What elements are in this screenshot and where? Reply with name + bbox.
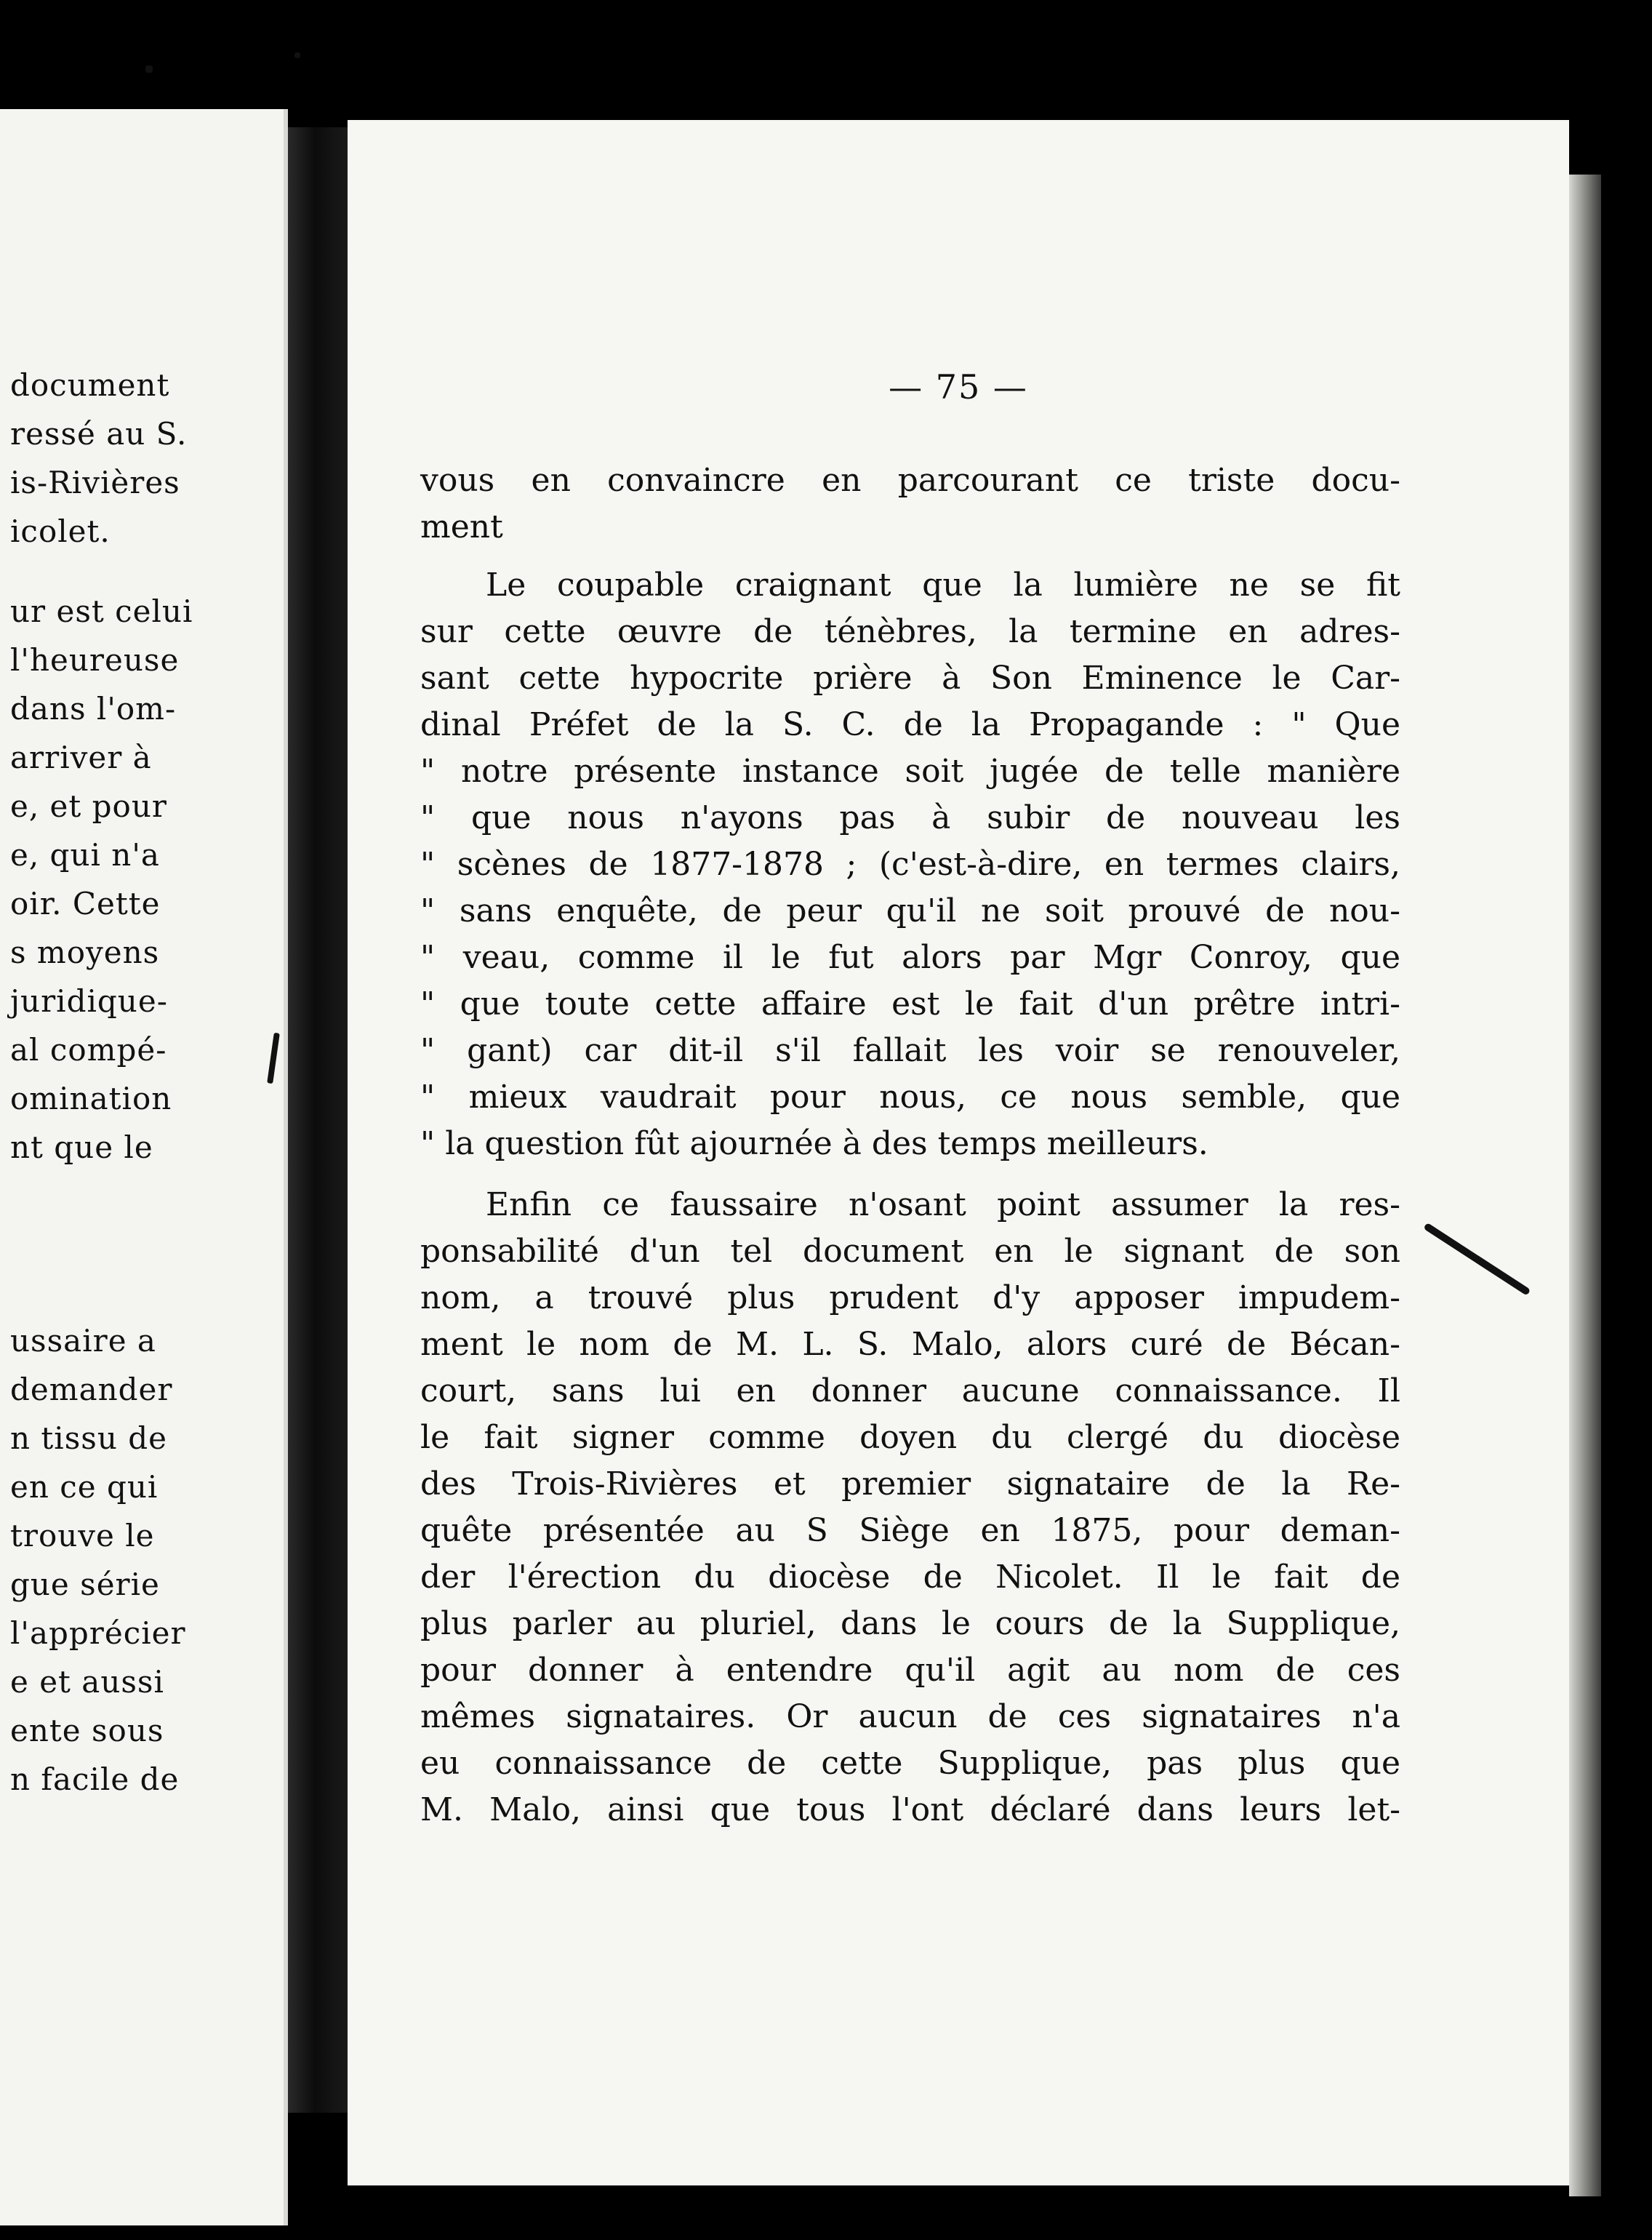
left-text-line: trouve le bbox=[10, 1518, 155, 1553]
left-text-line: n tissu de bbox=[10, 1420, 167, 1456]
text-line: nom, a trouvé plus prudent d'y apposer impudem- bbox=[420, 1279, 1400, 1316]
dust-speck bbox=[294, 52, 300, 58]
text-line: court, sans lui en donner aucune connaissance. Il bbox=[420, 1372, 1400, 1409]
text-line: quête présentée au S Siège en 1875, pour deman- bbox=[420, 1512, 1400, 1549]
left-text-line: l'apprécier bbox=[10, 1615, 186, 1651]
left-text-line: ur est celui bbox=[10, 593, 193, 629]
left-text-line: e, et pour bbox=[10, 788, 167, 824]
text-line: vous en convaincre en parcourant ce triste docu- bbox=[420, 462, 1400, 499]
book-gutter bbox=[288, 127, 348, 2113]
text-line: " sans enquête, de peur qu'il ne soit prouvé de nou- bbox=[420, 892, 1400, 929]
left-text-line: l'heureuse bbox=[10, 642, 180, 678]
text-line: " scènes de 1877-1878 ; (c'est-à-dire, en termes clairs, bbox=[420, 846, 1400, 883]
left-text-line: oir. Cette bbox=[10, 886, 161, 921]
left-text-line: document bbox=[10, 367, 170, 403]
right-page bbox=[348, 120, 1569, 2185]
text-line: mêmes signataires. Or aucun de ces signataires n'a bbox=[420, 1698, 1400, 1735]
text-line: Le coupable craignant que la lumière ne se fit bbox=[486, 567, 1400, 604]
text-line: " que toute cette affaire est le fait d'un prêtre intri- bbox=[420, 985, 1400, 1023]
text-line: " la question fût ajournée à des temps meilleurs. bbox=[420, 1125, 1208, 1162]
left-text-line: gue série bbox=[10, 1567, 160, 1602]
text-line: dinal Préfet de la S. C. de la Propagande : " Que bbox=[420, 706, 1400, 743]
left-text-line: s moyens bbox=[10, 935, 160, 970]
left-text-line: is-Rivières bbox=[10, 465, 180, 500]
text-line: M. Malo, ainsi que tous l'ont déclaré dans leurs let- bbox=[420, 1791, 1400, 1828]
page-number: — 75 — bbox=[889, 367, 1028, 407]
left-text-line: nt que le bbox=[10, 1129, 153, 1165]
text-line: plus parler au pluriel, dans le cours de la Supplique, bbox=[420, 1605, 1400, 1642]
text-line: ment bbox=[420, 508, 503, 545]
text-line: " que nous n'ayons pas à subir de nouveau les bbox=[420, 799, 1400, 836]
text-line: Enfin ce faussaire n'osant point assumer la res- bbox=[486, 1186, 1400, 1223]
left-text-line: ussaire a bbox=[10, 1323, 156, 1359]
left-text-line: en ce qui bbox=[10, 1469, 159, 1505]
text-line: ment le nom de M. L. S. Malo, alors curé de Bécan- bbox=[420, 1326, 1400, 1363]
text-line: sur cette œuvre de ténèbres, la termine en adres- bbox=[420, 613, 1400, 650]
left-page bbox=[0, 109, 288, 2225]
left-text-line: e, qui n'a bbox=[10, 837, 160, 873]
left-text-line: e et aussi bbox=[10, 1664, 164, 1700]
text-line: le fait signer comme doyen du clergé du diocèse bbox=[420, 1419, 1400, 1456]
text-line: " veau, comme il le fut alors par Mgr Conroy, que bbox=[420, 939, 1400, 976]
text-line: eu connaissance de cette Supplique, pas plus que bbox=[420, 1745, 1400, 1782]
left-text-line: icolet. bbox=[10, 513, 111, 549]
left-text-line: arriver à bbox=[10, 740, 152, 775]
left-text-line: juridique- bbox=[10, 983, 168, 1019]
left-text-line: demander bbox=[10, 1372, 173, 1407]
left-text-line: al compé- bbox=[10, 1032, 167, 1068]
text-line: pour donner à entendre qu'il agit au nom de ces bbox=[420, 1652, 1400, 1689]
text-line: " notre présente instance soit jugée de telle manière bbox=[420, 753, 1400, 790]
text-line: des Trois-Rivières et premier signataire de la Re- bbox=[420, 1465, 1400, 1503]
left-text-line: ressé au S. bbox=[10, 416, 188, 452]
left-text-line: omination bbox=[10, 1081, 172, 1116]
text-line: " mieux vaudrait pour nous, ce nous semble, que bbox=[420, 1079, 1400, 1116]
text-line: sant cette hypocrite prière à Son Eminence le Car- bbox=[420, 660, 1400, 697]
left-text-line: n facile de bbox=[10, 1761, 180, 1797]
text-line: ponsabilité d'un tel document en le signant de son bbox=[420, 1233, 1400, 1270]
text-line: " gant) car dit-il s'il fallait les voir se renouveler, bbox=[420, 1032, 1400, 1069]
page-edge bbox=[1569, 175, 1601, 2196]
left-text-line: dans l'om- bbox=[10, 691, 177, 727]
left-text-line: ente sous bbox=[10, 1713, 164, 1748]
dust-speck bbox=[145, 65, 153, 73]
text-line: der l'érection du diocèse de Nicolet. Il le fait de bbox=[420, 1559, 1400, 1596]
